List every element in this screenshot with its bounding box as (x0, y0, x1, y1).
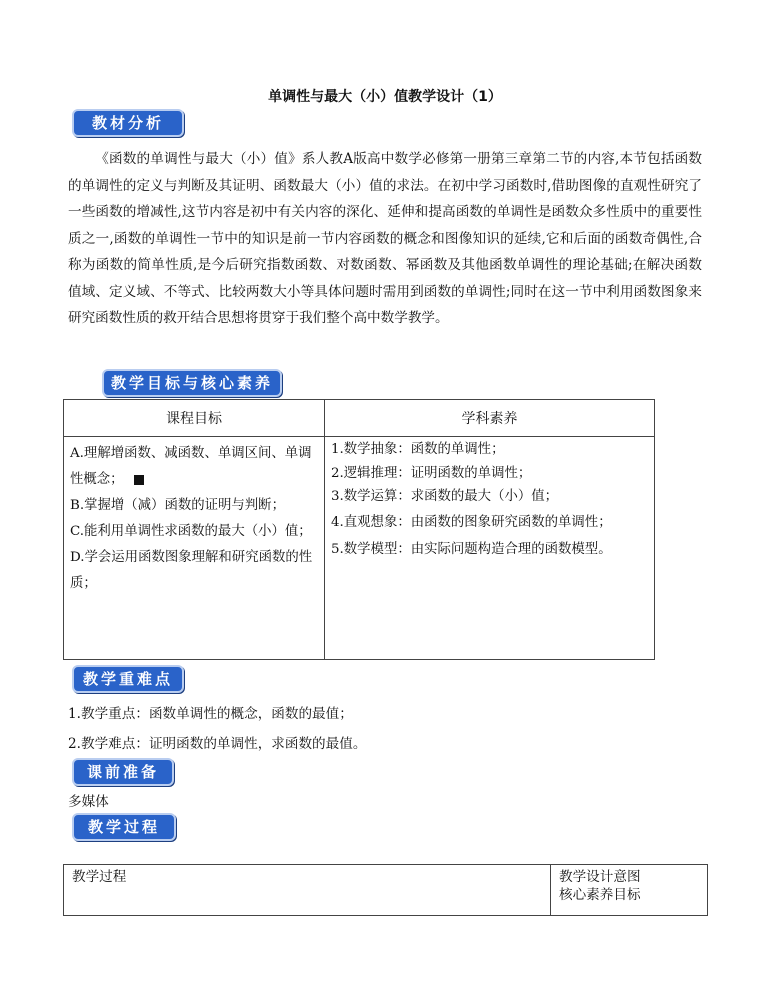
literacy-item: 1.数学抽象：函数的单调性； (331, 442, 505, 457)
course-goals-cell (64, 437, 325, 660)
section-badge-preparation: 课前准备 (72, 758, 174, 786)
section-badge-process: 教学过程 (72, 813, 176, 841)
process-header-left: 教学过程 (64, 865, 551, 916)
literacy-item: 5.数学模型：由实际问题构造合理的函数模型。 (331, 541, 612, 557)
analysis-paragraph: 《函数的单调性与最大（小）值》系人教A版高中数学必修第一册第三章第二节的内容,本节包括函数的单调性的定义与判断及其证明、函数最大（小）值的求法。在初中学习函数时,借助图像的直观性研究了一些函数的增减性,这节内容是初中有关内容的深化、延伸和提高函数的单调性是函数众多性质中的重要性质之一,函数的单调性一节中的知识是前一节内容函数的概念和图像知识的延续,它和后面的函数奇偶性,合称为函数的简单性质,是今后研究指数函数、对数函数、幂函数及其他函数单调性的理论基础;在解决函数值域、定义域、不等式、比较两数大小等具体问题时需用到函数的单调性;同时在这一节中利用函数图象来研究函数性质的救开结合思想将贯穿于我们整个高中数学教学。 (68, 151, 702, 326)
preparation-text: 多媒体 (68, 794, 109, 810)
goals-table (63, 399, 655, 660)
literacy-target-label: 核心素养目标 (559, 887, 641, 903)
document-title: 单调性与最大（小）值教学设计（1） (268, 89, 502, 105)
course-goal-item: C.能利用单调性求函数的最大（小）值； (70, 524, 312, 539)
section-badge-analysis: 教材分析 (72, 109, 184, 137)
key-point-2: 2.教学难点：证明函数的单调性，求函数的最值。 (68, 736, 367, 752)
process-table (63, 864, 708, 916)
course-goal-item: A.理解增函数、减函数、单调区间、单调性概念； (70, 446, 312, 487)
black-square-icon (134, 475, 144, 485)
course-goal-item: B.掌握增（减）函数的证明与判断； (70, 498, 285, 513)
section-badge-goals: 教学目标与核心素养 (102, 369, 282, 397)
design-intent-label: 教学设计意图 (559, 869, 641, 885)
course-goal-item: D.学会运用函数图象理解和研究函数的性质； (70, 550, 313, 591)
process-header-right (551, 865, 708, 916)
key-point-1: 1.教学重点：函数单调性的概念，函数的最值； (68, 706, 353, 722)
literacy-item: 3.数学运算：求函数的最大（小）值； (331, 489, 559, 504)
literacy-cell (325, 437, 655, 660)
goals-header-literacy: 学科素养 (325, 400, 655, 437)
literacy-item: 2.逻辑推理：证明函数的单调性； (331, 465, 532, 481)
section-badge-key-points: 教学重难点 (72, 665, 184, 693)
goals-header-course: 课程目标 (64, 400, 325, 437)
literacy-item: 4.直观想象：由函数的图象研究函数的单调性； (331, 514, 612, 530)
